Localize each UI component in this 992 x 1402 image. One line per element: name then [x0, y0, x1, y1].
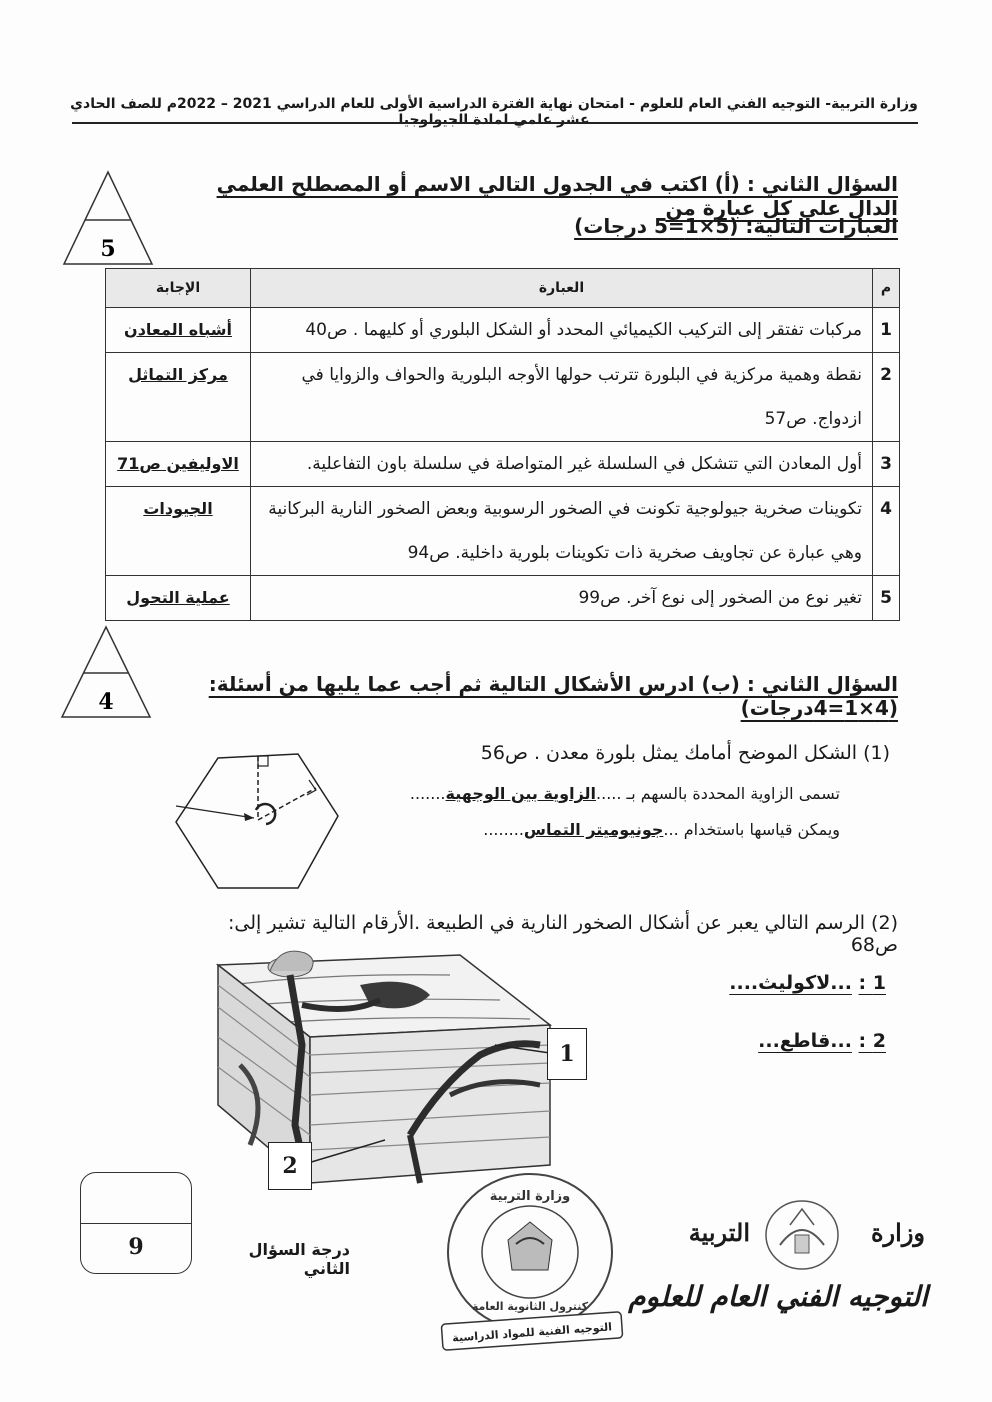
- row-statement: مركبات تفتقر إلى التركيب الكيميائي المحدد أو الشكل البلوري أو كليهما . ص40: [251, 308, 873, 353]
- control-seal-stamp: [438, 1170, 628, 1365]
- row-statement: نقطة وهمية مركزية في البلورة تترتب حولها الأوجه البلورية والحواف والزوايا في ازدواج. ص57: [251, 353, 873, 442]
- callout-2: 2: [268, 1142, 312, 1190]
- score-a-value: 5: [100, 236, 116, 262]
- table-row: [106, 308, 900, 353]
- col-num-header: م: [873, 269, 900, 308]
- table-row: [106, 487, 900, 576]
- score-triangle-a: [62, 170, 154, 266]
- ministry-word2: التربية: [688, 1218, 750, 1247]
- score-b-value: 4: [98, 689, 114, 715]
- table-row: [106, 442, 900, 487]
- q2-intro: (2) الرسم التالي يعبر عن أشكال الصخور النارية في الطبيعة .الأرقام التالية تشير إلى: ص68: [228, 912, 898, 956]
- score-triangle-b: [60, 625, 152, 719]
- row-num: 5: [873, 576, 900, 621]
- q2-item2: 2 : ...قاطع...: [758, 1030, 886, 1052]
- q1-answer1: الزاوية بين الوجهية: [445, 784, 597, 803]
- row-num: 3: [873, 442, 900, 487]
- part-b-title: السؤال الثاني : (ب) ادرس الأشكال التالية ثم أجب عما يليها من أسئلة: (4×1=4درجات): [208, 672, 898, 720]
- callout-1: 1: [547, 1028, 587, 1080]
- ministry-emblem: [755, 1195, 850, 1275]
- q1-intro: (1) الشكل الموضح أمامك يمثل بلورة معدن . ص56: [480, 742, 890, 764]
- crystal-angle-diagram: [170, 750, 345, 895]
- row-statement: تغير نوع من الصخور إلى نوع آخر. ص99: [251, 576, 873, 621]
- col-answer-header: الإجابة: [106, 269, 251, 308]
- part-a-title-line1: السؤال الثاني : (أ) اكتب في الجدول التالي الاسم أو المصطلح العلمي الدال على كل عبارة من: [216, 172, 898, 220]
- col-statement-header: العبارة: [251, 269, 873, 308]
- row-answer: مركز التماثل: [106, 353, 251, 442]
- table-row: [106, 353, 900, 442]
- total-score-value: 9: [128, 1234, 144, 1260]
- row-num: 1: [873, 308, 900, 353]
- header-divider: [72, 122, 918, 124]
- row-answer: الجيودات: [106, 487, 251, 576]
- total-score-box: [80, 1172, 192, 1274]
- table-row: [106, 576, 900, 621]
- ministry-word1: وزارة: [870, 1218, 925, 1247]
- page-header: وزارة التربية- التوجيه الفني العام للعلوم - امتحان نهاية الفترة الدراسية الأولى للعام الدراسي 2021 – 2022م للصف الحادي عشر علمي لمادة الجيولوجيا: [70, 96, 918, 128]
- q1-line1: تسمى الزاوية المحددة بالسهم بـ .....الزاوية بين الوجهية.......: [409, 784, 840, 803]
- row-statement: تكوينات صخرية جيولوجية تكونت في الصخور الرسوبية وبعض الصخور النارية البركانية وهي عبارة عن تجاويف صخرية ذات تكوينات بلورية داخلية. ص94: [251, 487, 873, 576]
- row-num: 4: [873, 487, 900, 576]
- table-header-row: [106, 269, 900, 308]
- row-answer: الاوليفين ص71: [106, 442, 251, 487]
- q2-answer1: ...لاكوليث....: [729, 972, 852, 994]
- row-answer: عملية التحول: [106, 576, 251, 621]
- signature-text: التوجيه الفني العام للعلوم: [628, 1280, 928, 1313]
- q1-line2: ويمكن قياسها باستخدام ...جونيوميتر التماس........: [483, 820, 840, 839]
- part-a-title-line2: العبارات التالية: (5×1=5 درجات): [574, 214, 898, 238]
- seal-bottom-text: التوجيه الفنية للمواد الدراسية: [451, 1320, 613, 1345]
- row-num: 2: [873, 353, 900, 442]
- terms-table: [105, 268, 900, 621]
- seal-side-text: كنترول الثانوية العامة: [471, 1300, 589, 1313]
- q2-answer2: ...قاطع...: [758, 1030, 852, 1052]
- q1-answer2: جونيوميتر التماس: [523, 820, 664, 839]
- row-answer: أشباه المعادن: [106, 308, 251, 353]
- row-statement: أول المعادن التي تتشكل في السلسلة غير المتواصلة في سلسلة باون التفاعلية.: [251, 442, 873, 487]
- total-score-label: درجة السؤال الثاني: [248, 1240, 350, 1278]
- q2-item1: 1 : ...لاكوليث....: [729, 972, 886, 994]
- seal-top-text: وزارة التربية: [489, 1189, 571, 1204]
